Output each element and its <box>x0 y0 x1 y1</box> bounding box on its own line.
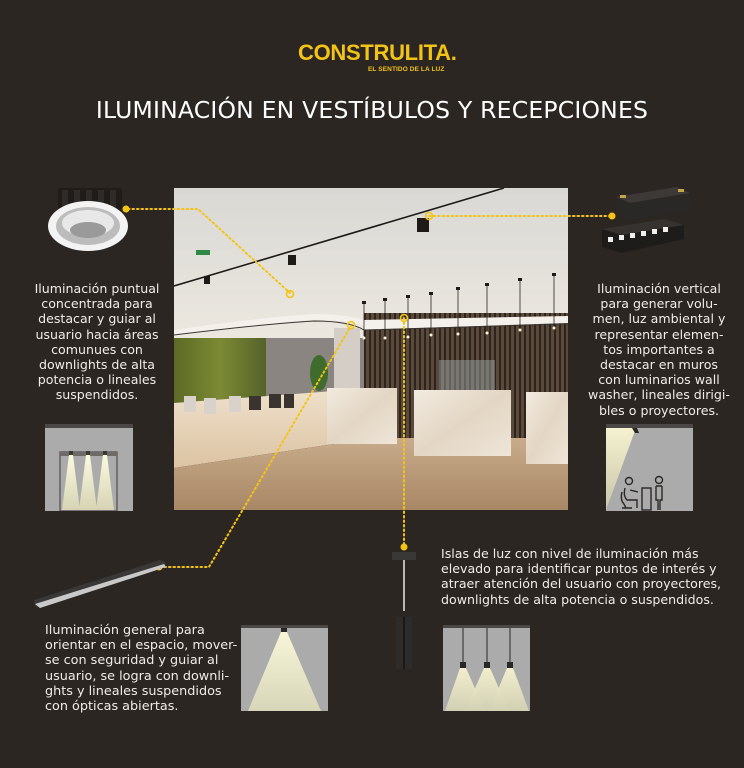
brand-logo <box>298 40 458 73</box>
brand-name: CONSTRULITA. <box>298 40 457 65</box>
pendant-cylinder-icon <box>391 549 419 678</box>
wide-beam-diagram <box>241 625 328 715</box>
wall-washer-diagram <box>606 424 693 515</box>
desc-puntual: Iluminación puntual concentrada para destacar y guiar al usuario hacia áreas comunues con downlights de alta potencia o lineales suspendidos. <box>34 281 160 403</box>
three-spotlights-diagram <box>45 424 133 515</box>
recessed-downlight-icon <box>44 186 134 260</box>
brand-tagline: EL SENTIDO DE LA LUZ <box>368 66 445 73</box>
desc-general: Iluminación general para orientar en el espacio, mover- se con seguridad y guiar al usuario, se logra con downli- ghts y lineales suspendidos con ópticas abiertas. <box>45 623 238 715</box>
page-title: ILUMINACIÓN EN VESTÍBULOS Y RECEPCIONES <box>95 96 649 124</box>
desc-islas: Islas de luz con nivel de iluminación más elevado para identificar puntos de interés y atraer atención del usuario con proyectores, downlights de alta potencia o suspendidos. <box>441 546 722 607</box>
track-wall-washer-icon <box>594 185 694 264</box>
three-pendants-diagram <box>443 625 530 715</box>
linear-suspended-icon <box>32 558 167 614</box>
lobby-photo <box>174 188 568 510</box>
desc-vertical: Iluminación vertical para generar volu- men, luz ambiental y representar elemen- tos importantes a destacar en muros con luminarios wall washer, lineales dirigi- bles o proyectores. <box>588 281 730 418</box>
